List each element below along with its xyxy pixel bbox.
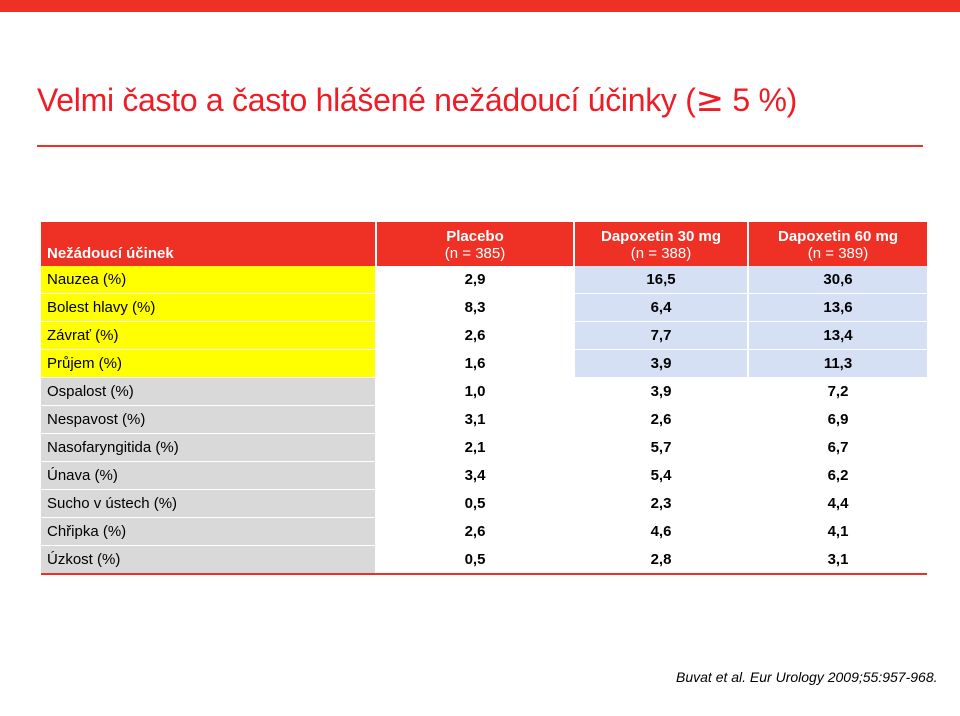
row-label: Úzkost (%)	[41, 546, 375, 575]
title-paren: (	[685, 82, 696, 118]
placebo-value: 2,6	[377, 518, 573, 546]
header-placebo-name: Placebo	[446, 228, 504, 245]
row-label: Nauzea (%)	[41, 266, 375, 294]
dapoxetin-30-value: 5,4	[575, 462, 747, 490]
dapoxetin-60-value: 3,1	[749, 546, 927, 575]
table-row	[41, 434, 927, 462]
placebo-value: 1,6	[377, 350, 573, 378]
dapoxetin-30-value: 2,8	[575, 546, 747, 575]
placebo-value: 3,1	[377, 406, 573, 434]
table-row	[41, 406, 927, 434]
row-label: Závrať (%)	[41, 322, 375, 350]
table-row	[41, 350, 927, 378]
dapoxetin-60-value: 6,2	[749, 462, 927, 490]
header-adverse-effect: Nežádoucí účinek	[41, 222, 375, 266]
dapoxetin-30-value: 4,6	[575, 518, 747, 546]
row-label: Únava (%)	[41, 462, 375, 490]
placebo-value: 8,3	[377, 294, 573, 322]
dapoxetin-60-value: 11,3	[749, 350, 927, 378]
placebo-value: 0,5	[377, 546, 573, 575]
title-text: Velmi často a často hlášené nežádoucí účinky	[37, 82, 677, 118]
placebo-value: 0,5	[377, 490, 573, 518]
dapoxetin-30-value: 3,9	[575, 378, 747, 406]
dapoxetin-30-value: 5,7	[575, 434, 747, 462]
dapoxetin-60-value: 6,9	[749, 406, 927, 434]
placebo-value: 1,0	[377, 378, 573, 406]
placebo-value: 3,4	[377, 462, 573, 490]
dapoxetin-60-value: 30,6	[749, 266, 927, 294]
dapoxetin-60-value: 6,7	[749, 434, 927, 462]
title-underline	[37, 145, 923, 147]
row-label: Průjem (%)	[41, 350, 375, 378]
adverse-events-table	[41, 222, 927, 575]
header-d30-n: (n = 388)	[630, 245, 692, 262]
row-label: Nespavost (%)	[41, 406, 375, 434]
row-label: Ospalost (%)	[41, 378, 375, 406]
title-threshold: 5 %)	[723, 82, 797, 118]
row-label: Nasofaryngitida (%)	[41, 434, 375, 462]
table-row	[41, 266, 927, 294]
placebo-value: 2,1	[377, 434, 573, 462]
row-label: Bolest hlavy (%)	[41, 294, 375, 322]
table-body	[41, 266, 927, 575]
table-row	[41, 546, 927, 575]
top-accent-bar	[0, 0, 960, 12]
greater-equal-symbol: ≥	[695, 80, 724, 120]
table-row	[41, 294, 927, 322]
table-row	[41, 518, 927, 546]
source-citation: Buvat et al. Eur Urology 2009;55:957-968.	[676, 669, 938, 685]
header-d60-n: (n = 389)	[807, 245, 869, 262]
dapoxetin-30-value: 2,3	[575, 490, 747, 518]
table-row	[41, 462, 927, 490]
dapoxetin-30-value: 6,4	[575, 294, 747, 322]
dapoxetin-30-value: 2,6	[575, 406, 747, 434]
dapoxetin-30-value: 3,9	[575, 350, 747, 378]
header-d30-name: Dapoxetin 30 mg	[600, 228, 722, 245]
dapoxetin-60-value: 4,1	[749, 518, 927, 546]
table-row	[41, 490, 927, 518]
table-header-row	[41, 222, 927, 266]
dapoxetin-30-value: 16,5	[575, 266, 747, 294]
header-placebo-n: (n = 385)	[444, 245, 506, 262]
placebo-value: 2,6	[377, 322, 573, 350]
table-row	[41, 322, 927, 350]
placebo-value: 2,9	[377, 266, 573, 294]
slide-title	[37, 80, 797, 120]
dapoxetin-60-value: 7,2	[749, 378, 927, 406]
dapoxetin-30-value: 7,7	[575, 322, 747, 350]
row-label: Chřipka (%)	[41, 518, 375, 546]
header-dapoxetin-60	[749, 222, 927, 266]
header-d60-name: Dapoxetin 60 mg	[777, 228, 899, 245]
row-label: Sucho v ústech (%)	[41, 490, 375, 518]
header-dapoxetin-30	[575, 222, 747, 266]
table-row	[41, 378, 927, 406]
dapoxetin-60-value: 13,4	[749, 322, 927, 350]
dapoxetin-60-value: 13,6	[749, 294, 927, 322]
header-placebo	[377, 222, 573, 266]
dapoxetin-60-value: 4,4	[749, 490, 927, 518]
